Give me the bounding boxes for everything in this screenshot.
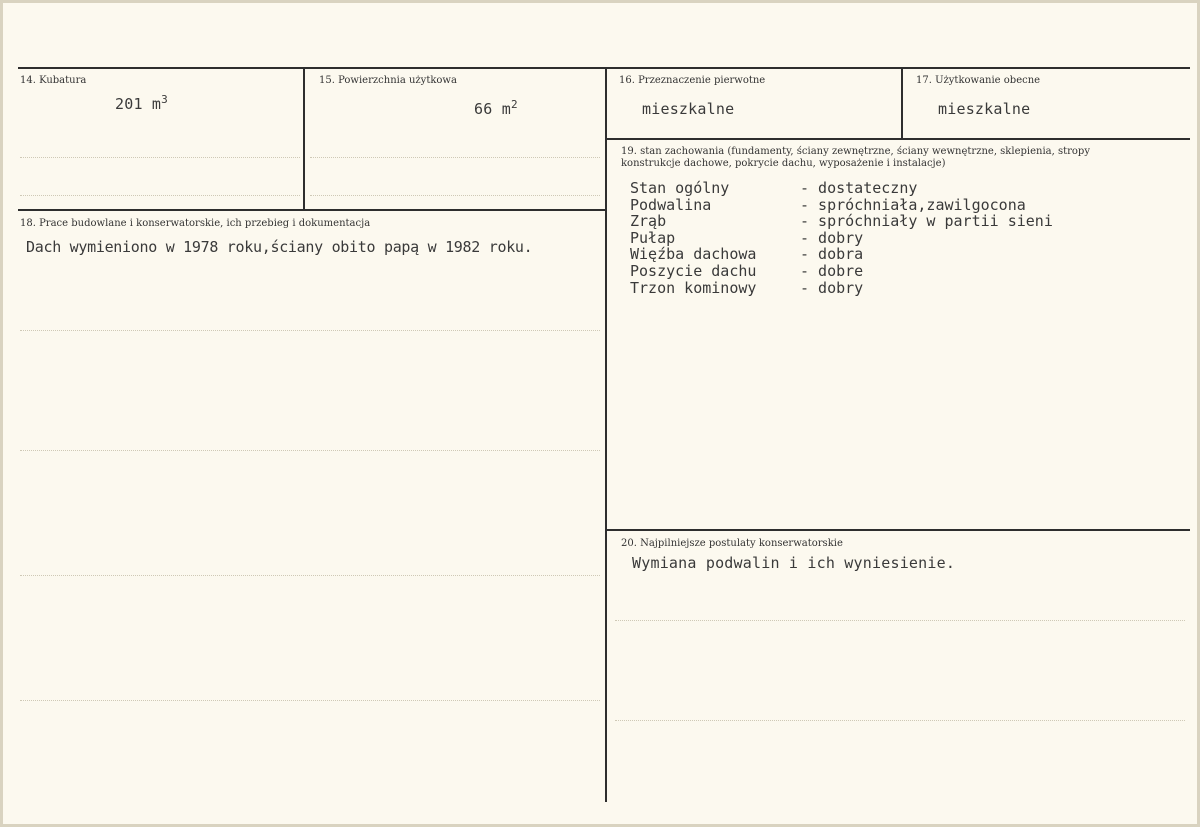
guide-line (615, 620, 1185, 621)
powierzchnia-label: 15. Powierzchnia użytkowa (319, 75, 457, 86)
przeznaczenie-value: mieszkalne (642, 100, 735, 118)
rule-above-20 (607, 529, 1190, 531)
stan-row (630, 280, 1053, 297)
stan-value: - spróchniały w partii sieni (800, 212, 1053, 231)
stan-key: Zrąb (630, 212, 667, 231)
guide-line (20, 700, 600, 701)
guide-line (615, 720, 1185, 721)
powierzchnia-value (474, 100, 518, 118)
stan-value: - dostateczny (800, 179, 918, 197)
stan-value: - dobry (800, 278, 864, 297)
divider-14-15 (303, 67, 305, 210)
stan-key: Stan ogólny (630, 179, 730, 197)
stan-row (630, 263, 1053, 280)
powierzchnia-exponent: 2 (510, 98, 518, 111)
stan-row (630, 230, 1053, 247)
stan-value: - dobry (800, 228, 864, 247)
guide-line (20, 157, 300, 158)
kubatura-value (115, 95, 168, 113)
przeznaczenie-label: 16. Przeznaczenie pierwotne (619, 75, 766, 86)
postulaty-label: 20. Najpilniejsze postulaty konserwatorskie (621, 538, 843, 549)
stan-table (630, 180, 1053, 296)
guide-line (20, 195, 300, 196)
guide-line (20, 450, 600, 451)
prace-label: 18. Prace budowlane i konserwatorskie, ich przebieg i dokumentacja (20, 218, 371, 229)
uzytkowanie-label: 17. Użytkowanie obecne (916, 75, 1041, 86)
kubatura-exponent: 3 (161, 93, 168, 106)
stan-row (630, 246, 1053, 263)
divider-15-16 (605, 67, 607, 802)
uzytkowanie-value: mieszkalne (938, 100, 1031, 118)
rule-under-16-17 (607, 138, 1190, 140)
guide-line (310, 195, 600, 196)
powierzchnia-number: 66 m (474, 100, 511, 118)
stan-label: 19. stan zachowania (fundamenty, ściany zewnętrzne, ściany wewnętrzne, sklepienia, stropy konstrukcje dachowe, pokrycie dachu, wyposażenie i instalacje) (621, 146, 1090, 169)
stan-row (630, 180, 1053, 197)
divider-16-17 (901, 67, 903, 139)
guide-line (20, 575, 600, 576)
stan-value: - dobra (800, 245, 864, 264)
stan-key: Trzon kominowy (630, 278, 757, 297)
stan-row (630, 197, 1053, 214)
guide-line (20, 330, 600, 331)
kubatura-label: 14. Kubatura (20, 75, 87, 86)
stan-value: - spróchniała,zawilgocona (800, 195, 1026, 214)
rule-under-14-15 (18, 209, 605, 211)
stan-key: Poszycie dachu (630, 261, 757, 280)
kubatura-number: 201 m (115, 95, 162, 113)
top-rule (18, 67, 1190, 69)
prace-value: Dach wymieniono w 1978 roku,ściany obito papą w 1982 roku. (26, 238, 533, 256)
stan-key: Pułap (630, 228, 676, 247)
stan-row (630, 213, 1053, 230)
stan-value: - dobre (800, 261, 864, 280)
stan-key: Więźba dachowa (630, 245, 757, 264)
postulaty-value: Wymiana podwalin i ich wyniesienie. (632, 554, 956, 572)
stan-key: Podwalina (630, 195, 712, 214)
guide-line (310, 157, 600, 158)
